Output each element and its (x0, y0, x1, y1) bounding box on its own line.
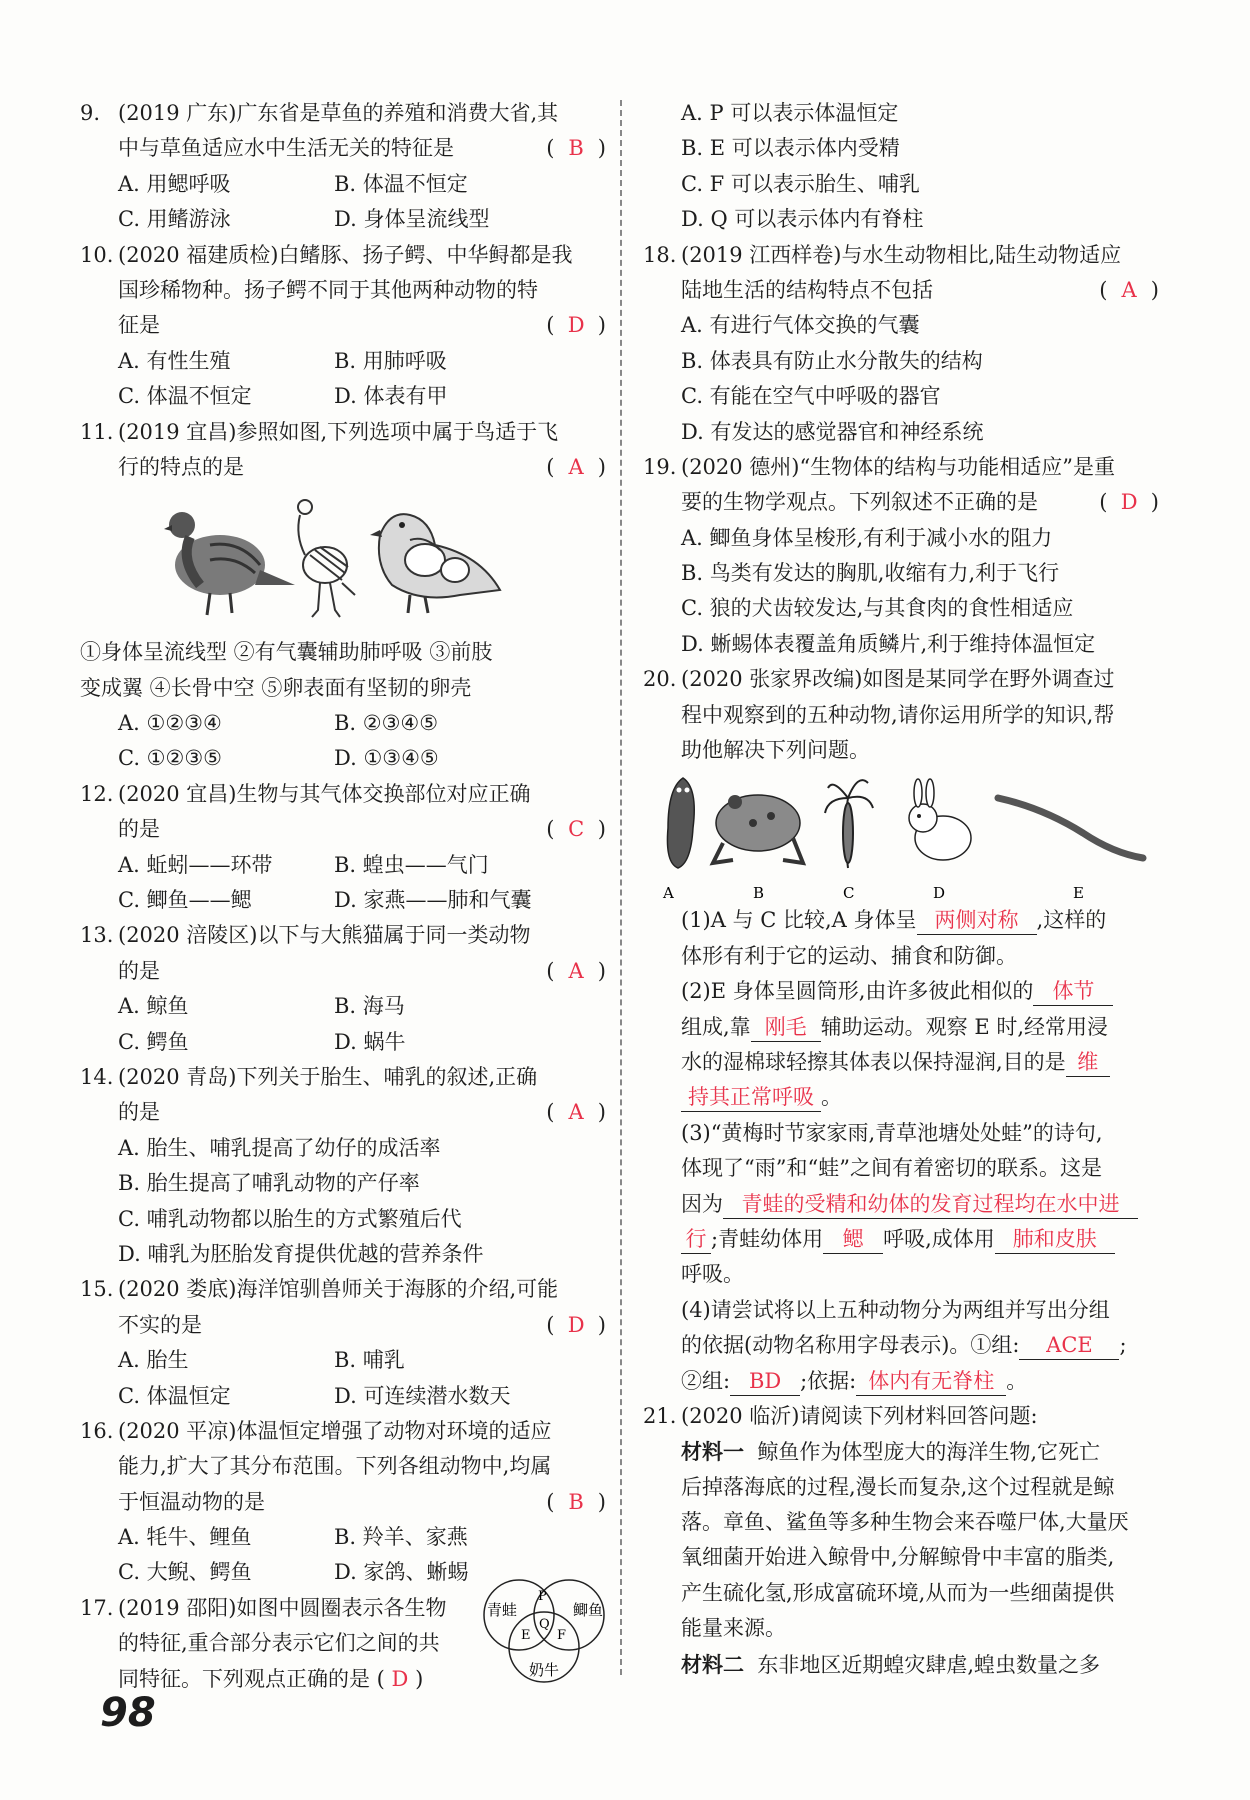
answer-blank: 青蛙的受精和幼体的发育过程均在水中进 (723, 1190, 1138, 1219)
pigeon-image (164, 512, 295, 615)
answer-bracket: ( D ) (546, 313, 606, 338)
label-a: A (663, 884, 674, 903)
option-a: A. 用鳃呼吸 (118, 171, 231, 196)
venn-label-e: E (521, 1628, 531, 1643)
question-15: 15. (2020 娄底)海洋馆驯兽师关于海豚的介绍,可能 不实的是 ( D ) A. 胎生 B. 哺乳 C. 体温恒定 D. 可连续潜水数天 (80, 1277, 606, 1408)
animal-c-image (825, 781, 873, 869)
label-b: B (753, 884, 765, 903)
answer-blank: 体节 (1033, 977, 1113, 1006)
page-number: 98 (100, 1690, 156, 1736)
question-18: 18. (2019 江西样卷)与水生动物相比,陆生动物适应 陆地生活的结构特点不包括 ( A ) A. 有进行气体交换的气囊 B. 体表具有防止水分散失的结构 C. 有能在空气中呼吸的器官 D. 有发达的感觉器官和神经系统 (643, 242, 1159, 444)
animal-a-image (667, 778, 694, 868)
animal-d-image (909, 779, 971, 860)
label-e: E (1073, 884, 1084, 903)
question-12: 12. (2020 宜昌)生物与其气体交换部位对应正确 的是 ( C ) A. 蚯蚓——环带 B. 蝗虫——气门 C. 鲫鱼——鳃 D. 家燕——肺和气囊 (80, 781, 606, 913)
venn-label-f: F (557, 1628, 567, 1643)
animal-b-image (713, 795, 803, 863)
answer-bracket: ( A ) (546, 454, 606, 479)
option-c: C. 用鳍游泳 (118, 207, 231, 232)
answer-blank: 持其正常呼吸 (681, 1083, 821, 1112)
bird-figure (80, 485, 610, 635)
venn-label-p: P (538, 1589, 547, 1604)
option-d: D. 身体呈流线型 (334, 207, 490, 232)
answer-bracket: ( A ) (546, 958, 606, 983)
venn-label-cow: 奶牛 (529, 1661, 560, 1679)
venn-diagram (477, 1575, 612, 1685)
question-17-options: A. P 可以表示体温恒定 B. E 可以表示体内受精 C. F 可以表示胎生、哺乳 D. Q 可以表示体内有脊柱 (681, 101, 924, 232)
answer-blank: 行 (681, 1225, 711, 1254)
answer-blank: 维 (1066, 1048, 1110, 1077)
question-21: 21. (2020 临沂)请阅读下列材料回答问题: 材料一 鲸鱼作为体型庞大的海洋生物,它死亡 后掉落海底的过程,漫长而复杂,这个过程就是鲸 落。章鱼、鲨鱼等多种生物会来吞噬尸体,大量厌 氧细菌开始进入鲸骨中,分解鲸骨中丰富的脂类, 产生硫化氢,形成富硫环境,从而为一些细菌提供 能量来源。 材料二 东非地区近期蝗灾肆虐,蝗虫数量之多 (643, 1403, 1129, 1677)
answer-bracket: ( D ) (546, 1312, 606, 1337)
label-c: C (843, 884, 855, 903)
answer-blank: 鳃 (823, 1225, 883, 1254)
question-14: 14. (2020 青岛)下列关于胎生、哺乳的叙述,正确 的是 ( A ) A. 胎生、哺乳提高了幼仔的成活率 B. 胎生提高了哺乳动物的产仔率 C. 哺乳动物都以胎生的方式繁殖后代 D. 哺乳为胚胎发育提供优越的营养条件 (80, 1064, 606, 1266)
bird-anatomy-image (370, 514, 500, 613)
column-divider (620, 100, 622, 1675)
question-19: 19. (2020 德州)“生物体的结构与功能相适应”是重 要的生物学观点。下列叙述不正确的是 ( D ) A. 鲫鱼身体呈梭形,有利于减小水的阻力 B. 鸟类有发达的胸肌,收缩有力,利于飞行 C. 狼的犬齿较发达,与其食肉的食性相适应 D. 蜥蜴体表覆盖角质鳞片,利于维持体温恒定 (643, 454, 1159, 656)
question-11: 11. (2019 宜昌)参照如图,下列选项中属于鸟适于飞 行的特点的是 ( A ) ①身体呈流线型 ②有气囊辅助肺呼吸 ③前肢 变成翼 ④长骨中空 ⑤卵表面有坚韧的卵壳 A. ①②③④ B. ②③④⑤ C. ①②③⑤ D. ①③④⑤ (80, 415, 610, 777)
answer-blank: ACE (1019, 1331, 1119, 1360)
answer-bracket: ( D ) (370, 1666, 424, 1691)
material-label: 材料一 (681, 1439, 744, 1465)
answer-bracket: ( B ) (546, 136, 606, 161)
bird-skeleton-image (298, 500, 355, 617)
bird-illustrations (80, 485, 610, 635)
answer-bracket: ( B ) (546, 1489, 606, 1514)
question-16: 16. (2020 平凉)体温恒定增强了动物对环境的适应 能力,扩大了其分布范围。下列各组动物中,均属 于恒温动物的是 ( B ) A. 牦牛、鲤鱼 B. 羚羊、家燕 C. 大鲵、鳄鱼 D. 家鸽、蜥蜴 (80, 1418, 606, 1585)
left-column (80, 96, 610, 1697)
answer-bracket: ( A ) (1099, 277, 1159, 302)
answer-blank: 肺和皮肤 (995, 1225, 1115, 1254)
option-b: B. 体温不恒定 (334, 171, 468, 196)
animals-figure (643, 768, 1163, 903)
material-label: 材料二 (681, 1651, 744, 1677)
answer-blank: 两侧对称 (917, 906, 1037, 935)
answer-bracket: ( C ) (546, 817, 606, 842)
venn-label-q: Q (539, 1617, 550, 1632)
answer-bracket: ( A ) (546, 1100, 606, 1125)
venn-label-frog: 青蛙 (487, 1601, 518, 1619)
label-d: D (933, 884, 946, 903)
five-animals-illustration (643, 768, 1163, 903)
answer-bracket: ( D ) (1099, 490, 1159, 515)
right-column (643, 96, 1163, 1682)
venn-label-fish: 鲫鱼 (573, 1601, 604, 1619)
animal-e-image (998, 798, 1143, 858)
question-9: 9. (2019 广东)广东省是草鱼的养殖和消费大省,其 中与草鱼适应水中生活无关的特征是 ( B ) A. 用鳃呼吸 B. 体温不恒定 C. 用鳍游泳 D. 身体呈流线型 (80, 96, 610, 238)
question-13: 13. (2020 涪陵区)以下与大熊猫属于同一类动物 的是 ( A ) A. 鲸鱼 B. 海马 C. 鳄鱼 D. 蜗牛 (80, 923, 606, 1054)
question-20: 20. (2020 张家界改编)如图是某同学在野外调查过 程中观察到的五种动物,请你运用所学的知识,帮 助他解决下列问题。 A B C D E (1)A 与 C 比较,A 身体呈 两侧对称 ,这样的 体形有利于它的运动、捕食和防御。 (2)E 身体呈圆筒形,由许多彼此相似的 体节 组成,靠 刚毛 辅助运动。观察 E 时,经常用浸 水的湿棉球轻擦其体表以保持湿润,目的是 维 持其正常呼吸 。 (3)“黄梅时节家家雨,青草池塘处处蛙”的诗句, 体现了“雨”和“蛙”之间有着密切的联系。这是 因为 青蛙的受精和幼体的发育过程均在水中进 行 ;青蛙幼体用 鳃 呼吸,成体用 肺和皮肤 呼吸。 (4)请尝试将以上五种动物分为两组并写出分组 的依据(动物名称用字母表示)。①组: ACE ; ②组: BD ;依据: 体内有无脊柱 。 (643, 662, 1163, 1399)
answer-blank: 体内有无脊柱 (856, 1367, 1006, 1396)
answer-blank: 刚毛 (751, 1013, 821, 1042)
question-10: 10. (2020 福建质检)白鳍豚、扬子鳄、中华鲟都是我 国珍稀物种。扬子鳄不同于其他两种动物的特 征是 ( D ) A. 有性生殖 B. 用肺呼吸 C. 体温不恒定 D. 体表有甲 (80, 242, 606, 409)
answer-blank: BD (730, 1367, 800, 1396)
question-17: 17. (2019 邵阳)如图中圆圈表示各生物 的特征,重合部分表示它们之间的共 同特征。下列观点正确的是 ( D ) (80, 1595, 447, 1691)
